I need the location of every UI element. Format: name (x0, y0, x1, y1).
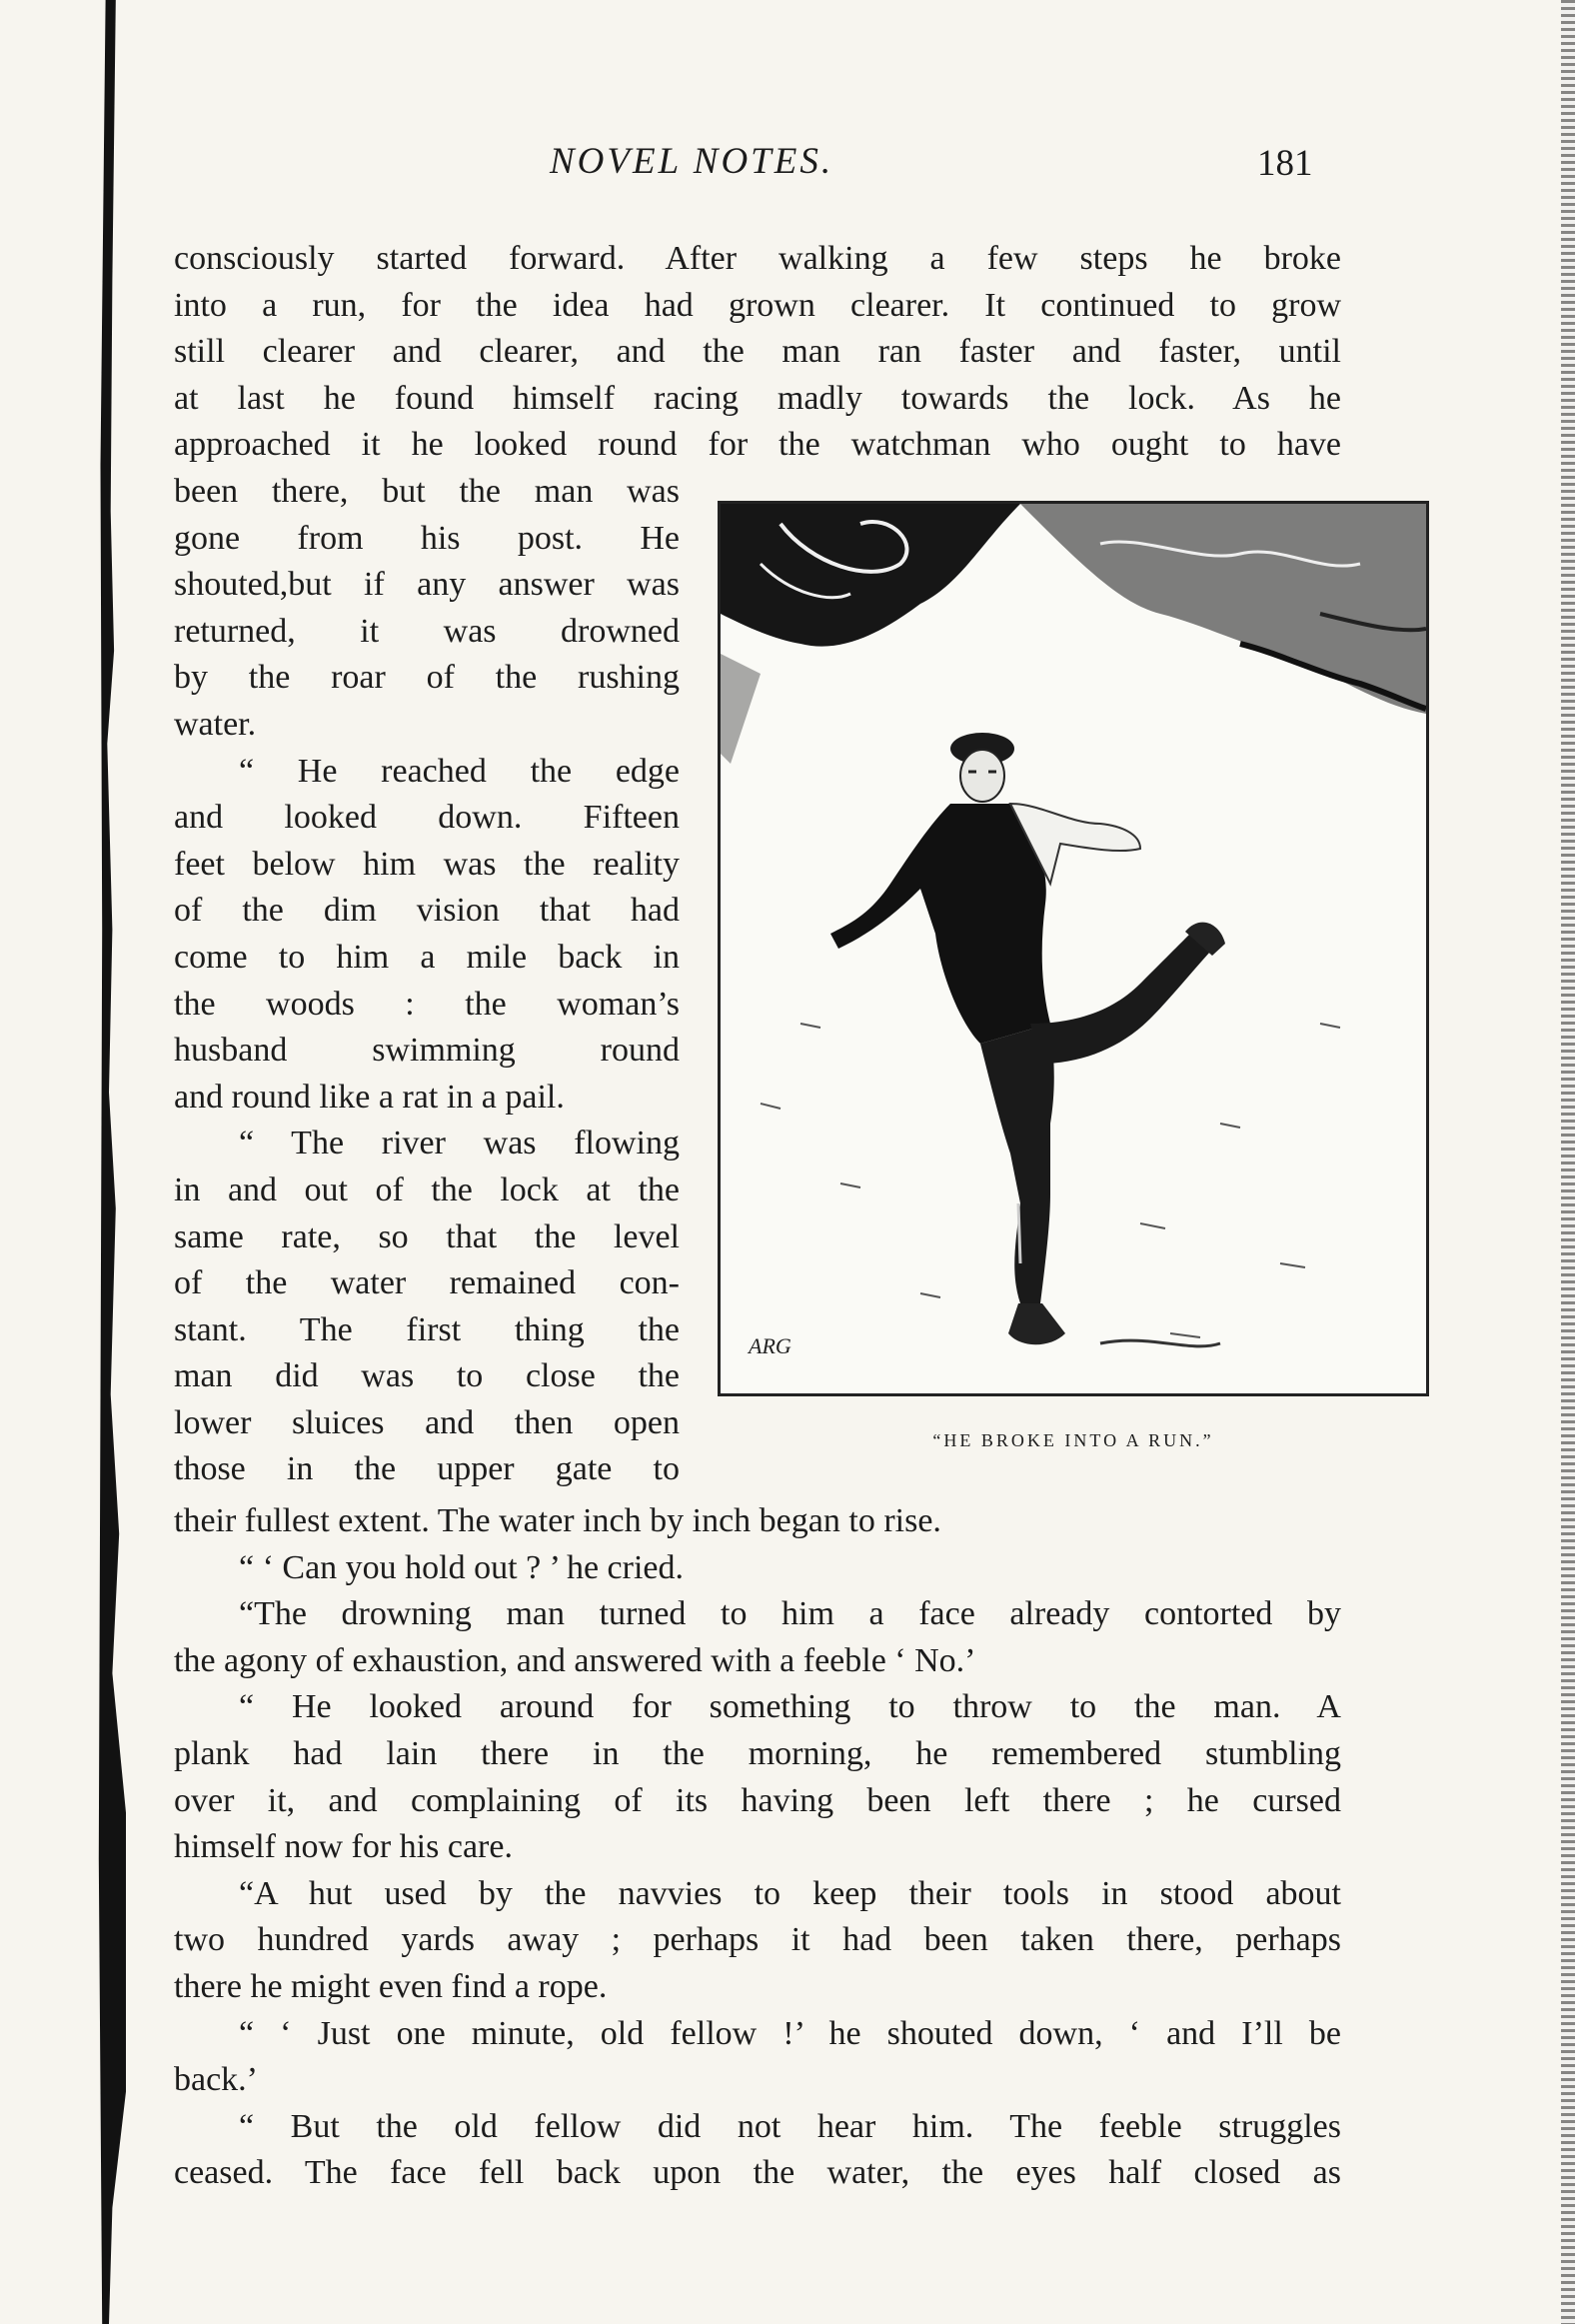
text-line: “ ‘ Just one minute, old fellow !’ he shouted down, ‘ and I’ll be (239, 2014, 1341, 2052)
text-line: there he might even find a rope. (174, 1967, 608, 2005)
text-line: two hundred yards away ; perhaps it had been taken there, perhaps (174, 1921, 1341, 1959)
text-line: husband swimming round (174, 1032, 680, 1070)
text-line: plank had lain there in the morning, he remembered stumbling (174, 1734, 1341, 1772)
text-line: “ The river was flowing (239, 1125, 680, 1162)
text-line: approached it he looked round for the watchman who ought to have (174, 426, 1341, 464)
text-line: back.’ (174, 2061, 259, 2099)
text-line: in and out of the lock at the (174, 1170, 680, 1208)
text-line: water. (174, 705, 257, 743)
page-number: 181 (1257, 143, 1313, 184)
page-edge (1561, 0, 1575, 2324)
text-line: over it, and complaining of its having been left there ; he cursed (174, 1781, 1341, 1819)
running-head (0, 140, 1575, 200)
text-line: himself now for his care. (174, 1828, 513, 1866)
figure-caption: “HE BROKE INTO A RUN.” (932, 1430, 1214, 1450)
text-line: been there, but the man was (174, 473, 680, 510)
wrapped-text-column (174, 469, 680, 1493)
text-line: stant. The first thing the (174, 1310, 680, 1348)
text-line: their fullest extent. The water inch by inch began to rise. (174, 1502, 941, 1539)
text-line: lower sluices and then open (174, 1403, 680, 1441)
text-line: and round like a rat in a pail. (174, 1078, 565, 1116)
text-line: the agony of exhaustion, and answered with a feeble ‘ No.’ (174, 1641, 976, 1679)
text-line: by the roar of the rushing (174, 659, 680, 697)
text-line: “A hut used by the navvies to keep their tools in stood about (239, 1874, 1341, 1912)
text-line: of the water remained con- (174, 1264, 680, 1302)
text-line: still clearer and clearer, and the man ran faster and faster, until (174, 333, 1341, 371)
text-line: “The drowning man turned to him a face already contorted by (239, 1595, 1341, 1633)
text-line: shouted,but if any answer was (174, 566, 680, 604)
text-line: “ ‘ Can you hold out ? ’ he cried. (239, 1548, 685, 1586)
text-line: of the dim vision that had (174, 892, 680, 930)
bottom-paragraphs (174, 1498, 1341, 2197)
illustration (718, 501, 1429, 1396)
binding-shadow (92, 0, 126, 2324)
running-man-illustration (721, 504, 1426, 1393)
text-line: same rate, so that the level (174, 1217, 680, 1255)
top-paragraph (174, 236, 1341, 469)
text-line: “ But the old fellow did not hear him. The feeble struggles (239, 2107, 1341, 2145)
text-line: come to him a mile back in (174, 938, 680, 976)
text-line: at last he found himself racing madly towards the lock. As he (174, 379, 1341, 417)
text-line: the woods : the woman’s (174, 985, 680, 1023)
text-line: into a run, for the idea had grown clearer. It continued to grow (174, 286, 1341, 324)
text-line: man did was to close the (174, 1357, 680, 1395)
running-title: NOVEL NOTES. (550, 141, 834, 182)
text-line: ceased. The face fell back upon the water, the eyes half closed as (174, 2154, 1341, 2192)
text-line: and looked down. Fifteen (174, 799, 680, 837)
text-line: those in the upper gate to (174, 1450, 680, 1488)
text-line: feet below him was the reality (174, 845, 680, 883)
text-line: gone from his post. He (174, 519, 680, 557)
text-line: “ He looked around for something to throw to the man. A (239, 1688, 1341, 1726)
text-line: consciously started forward. After walking a few steps he broke (174, 240, 1341, 277)
text-line: returned, it was drowned (174, 612, 680, 650)
illustrator-monogram: ARG (749, 1333, 791, 1358)
text-line: “ He reached the edge (239, 752, 680, 790)
